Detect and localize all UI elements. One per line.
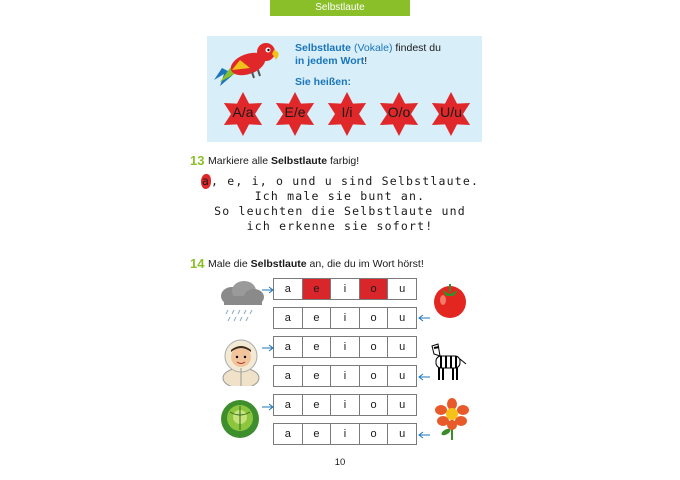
arrow-left-icon: [418, 314, 430, 322]
vowel-row-cloud-rain: [273, 278, 417, 300]
cloud-rain-icon: [218, 280, 266, 324]
vowel-cell-e[interactable]: e: [303, 424, 332, 444]
task-14-number: 14: [190, 256, 205, 271]
vowel-cell-a[interactable]: a: [274, 395, 303, 415]
vowel-cell-a[interactable]: a: [274, 308, 303, 328]
vowel-row-eskimo: [273, 336, 417, 358]
poem-line: So leuchten die Selbstlaute und: [214, 204, 466, 218]
vowel-cell-a[interactable]: a: [274, 366, 303, 386]
zebra-icon: [428, 340, 470, 382]
vowel-star: [429, 92, 473, 136]
page-number: 10: [334, 457, 346, 468]
arrow-right-icon: [262, 403, 274, 411]
tomato-icon: [430, 280, 470, 320]
vowel-cell-u[interactable]: u: [399, 341, 406, 353]
vowel-cell-o[interactable]: o: [360, 279, 389, 299]
vowel-cell-e[interactable]: e: [303, 308, 332, 328]
parrot-icon: [212, 38, 292, 88]
vowel-cell-u[interactable]: u: [399, 283, 406, 295]
vowel-star: [325, 92, 369, 136]
vowel-cell-o[interactable]: o: [360, 424, 389, 444]
vowel-cell-a[interactable]: a: [274, 424, 303, 444]
chapter-header: Selbstlaute: [270, 0, 410, 16]
arrow-right-icon: [262, 286, 274, 294]
vowel-cell-i[interactable]: i: [331, 337, 360, 357]
vowel-cell-u[interactable]: u: [399, 399, 406, 411]
star-label: A/a: [232, 104, 254, 120]
vowel-cell-o[interactable]: o: [360, 337, 389, 357]
flower-icon: [432, 396, 472, 442]
vowel-cell-a[interactable]: a: [274, 337, 303, 357]
arrow-left-icon: [418, 431, 430, 439]
vowel-cell-i[interactable]: i: [331, 395, 360, 415]
vowel-cell-e[interactable]: e: [303, 337, 332, 357]
task-13-instruction: Markiere alle Selbstlaute farbig!: [208, 155, 360, 167]
task-14-instruction: Male die Selbstlaute an, die du im Wort hörst!: [208, 258, 424, 270]
vowel-cell-e[interactable]: e: [303, 395, 332, 415]
vowel-cell-u[interactable]: u: [399, 428, 406, 440]
vowel-cell-a[interactable]: a: [274, 279, 303, 299]
arrow-right-icon: [262, 344, 274, 352]
poem-line: a, e, i, o und u sind Selbstlaute.: [201, 174, 480, 188]
vowel-cell-o[interactable]: o: [360, 395, 389, 415]
poem-line: Ich male sie bunt an.: [254, 189, 426, 203]
info-box: [207, 36, 482, 142]
vowel-cell-u[interactable]: u: [399, 370, 406, 382]
star-label: O/o: [387, 104, 411, 120]
marked-letter[interactable]: a: [201, 174, 211, 188]
star-label: I/i: [341, 104, 353, 120]
vowel-cell-e[interactable]: e: [303, 279, 332, 299]
vowel-cell-i[interactable]: i: [331, 366, 360, 386]
vowel-stars: [207, 92, 482, 140]
vowel-row-cabbage: [273, 394, 417, 416]
vowel-star: [273, 92, 317, 136]
poem-line: ich erkenne sie sofort!: [246, 219, 434, 233]
vowel-row-flower: [273, 423, 417, 445]
vowel-cell-u[interactable]: u: [399, 312, 406, 324]
vowel-cell-e[interactable]: e: [303, 366, 332, 386]
vowel-cell-i[interactable]: i: [331, 424, 360, 444]
info-line-2: in jedem Wort!: [295, 55, 368, 67]
star-label: U/u: [440, 104, 462, 120]
vowel-row-zebra: [273, 365, 417, 387]
vowel-cell-i[interactable]: i: [331, 308, 360, 328]
task-13-number: 13: [190, 153, 205, 168]
vowel-cell-o[interactable]: o: [360, 366, 389, 386]
vowel-cell-o[interactable]: o: [360, 308, 389, 328]
vowel-row-tomato: [273, 307, 417, 329]
vowel-cell-i[interactable]: i: [331, 279, 360, 299]
vowel-star: [377, 92, 421, 136]
arrow-left-icon: [418, 373, 430, 381]
vowel-poem: [200, 174, 480, 234]
info-line-3: Sie heißen:: [295, 76, 352, 88]
eskimo-icon: [220, 338, 262, 386]
info-line-1: Selbstlaute (Vokale) findest du: [295, 42, 441, 54]
star-label: E/e: [284, 104, 306, 120]
vowel-star: [221, 92, 265, 136]
cabbage-icon: [218, 398, 262, 440]
